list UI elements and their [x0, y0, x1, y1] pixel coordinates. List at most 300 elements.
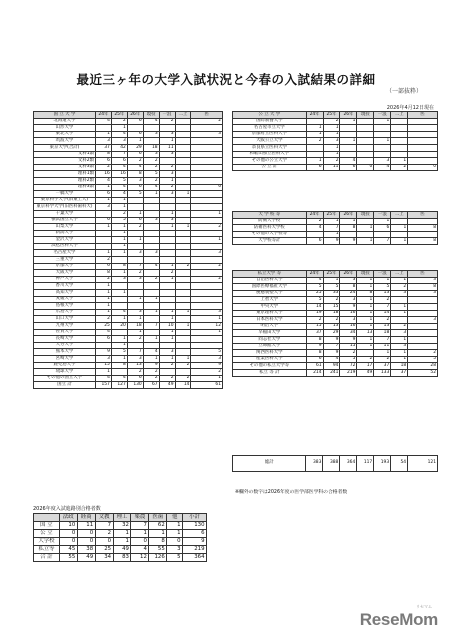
cell-value: [159, 342, 175, 349]
cell-value: [175, 184, 191, 191]
cell-value: 3: [391, 330, 408, 337]
cell-value: 8: [95, 151, 111, 158]
cell-value: [95, 230, 111, 237]
row-label: 一橋大学: [34, 191, 96, 198]
cell-value: 62: [149, 522, 167, 530]
cell-value: 6: [111, 158, 127, 165]
cell-value: [175, 158, 191, 165]
cell-value: 4: [111, 191, 127, 198]
row-label: 合 計: [34, 554, 60, 562]
cell-value: 1: [95, 290, 111, 297]
cell-value: 25年: [323, 112, 340, 119]
cell-value: 0: [59, 530, 77, 538]
cell-value: [340, 144, 357, 151]
cell-value: [159, 230, 175, 237]
cell-value: 4: [306, 225, 323, 232]
table-row: [233, 303, 438, 310]
cell-value: 4: [95, 375, 111, 382]
cell-value: 0: [131, 538, 149, 546]
cell-value: [408, 158, 438, 165]
cell-value: [191, 171, 223, 178]
row-label: 総計: [233, 456, 306, 472]
table-row: [233, 125, 438, 132]
cell-value: [175, 369, 191, 376]
cell-value: 11: [77, 522, 95, 530]
cell-value: 2: [127, 158, 143, 165]
cell-value: 1: [127, 237, 143, 244]
cell-value: 2: [159, 362, 175, 369]
row-label: 公 立 大 学: [233, 112, 307, 119]
cell-value: 2: [95, 316, 111, 323]
cell-value: 6: [340, 164, 357, 171]
cell-value: 2: [159, 270, 175, 277]
cell-value: 219: [183, 546, 207, 554]
cell-value: 0: [95, 538, 113, 546]
cell-value: 現役: [357, 271, 374, 278]
cell-value: [111, 303, 127, 310]
cell-value: 7: [127, 263, 143, 270]
cell-value: 214: [306, 369, 323, 376]
cell-value: [191, 158, 223, 165]
table-row: [34, 217, 223, 224]
cell-value: 7: [131, 522, 149, 530]
row-label: 文科1類: [34, 151, 96, 158]
table-row: [233, 456, 438, 472]
cell-value: [175, 210, 191, 217]
cell-value: 1: [374, 218, 391, 225]
cell-value: 3: [159, 191, 175, 198]
cell-value: 20: [111, 323, 127, 330]
row-label: 佐賀大学: [34, 329, 96, 336]
cell-value: 6: [127, 184, 143, 191]
cell-value: 3: [111, 138, 127, 145]
cell-value: [143, 329, 159, 336]
cell-value: 医: [408, 112, 438, 119]
cell-value: 1: [159, 316, 175, 323]
cell-value: 2: [95, 276, 111, 283]
cell-value: 1: [111, 230, 127, 237]
cell-value: 医: [408, 212, 438, 219]
cell-value: 5: [111, 217, 127, 224]
cell-value: 1: [95, 296, 111, 303]
cell-value: 4: [111, 184, 127, 191]
cell-value: 364: [183, 554, 207, 562]
row-label: 名古屋大学: [34, 250, 96, 257]
breakdown-table: [33, 513, 207, 562]
cell-value: 1: [143, 191, 159, 198]
table-row: [34, 197, 223, 204]
cell-value: [374, 125, 391, 132]
cell-value: [143, 237, 159, 244]
cell-value: 1: [357, 310, 374, 317]
cell-value: [408, 118, 438, 125]
table-row: [34, 323, 223, 330]
table-row: [34, 243, 223, 250]
cell-value: [127, 204, 143, 211]
cell-value: 2: [374, 317, 391, 324]
cell-value: 文教: [95, 514, 113, 522]
cell-value: 5: [143, 171, 159, 178]
table-row: [34, 184, 223, 191]
cell-value: 3: [159, 131, 175, 138]
cell-value: [357, 350, 374, 357]
cell-value: 5: [306, 297, 323, 304]
cell-value: 1: [111, 342, 127, 349]
cell-value: 2: [159, 184, 175, 191]
footnote: ※欄外の数字は2026年度の医学部医学科の合格者数: [235, 490, 348, 495]
cell-value: [175, 151, 191, 158]
cell-value: [340, 131, 357, 138]
cell-value: [191, 177, 223, 184]
cell-value: 11: [159, 144, 175, 151]
table-row: [34, 382, 223, 389]
cell-value: [408, 125, 438, 132]
cell-value: 16: [111, 171, 127, 178]
cell-value: 2: [127, 224, 143, 231]
cell-value: 8: [340, 225, 357, 232]
row-label: 日本医科大学: [233, 317, 307, 324]
cell-value: [391, 297, 408, 304]
table-row: [233, 363, 438, 370]
row-label: 早稲田大学: [233, 330, 307, 337]
row-label: 明治大学: [233, 323, 307, 330]
cell-value: 1: [95, 283, 111, 290]
cell-value: 0: [408, 164, 438, 171]
cell-value: [127, 342, 143, 349]
cell-value: [408, 144, 438, 151]
cell-value: [340, 125, 357, 132]
cell-value: 1: [159, 138, 175, 145]
row-label: 北海道大学: [34, 118, 96, 125]
breakdown-title: 2026年度入試進路別合格者数: [33, 506, 101, 512]
cell-value: 72: [340, 363, 357, 370]
table-row: [233, 350, 438, 357]
cell-value: [191, 197, 223, 204]
cell-value: 42: [111, 144, 127, 151]
cell-value: 6: [127, 118, 143, 125]
cell-value: [391, 118, 408, 125]
row-label: 東京科学大学(旧東工大): [34, 197, 96, 204]
table-row: [233, 277, 438, 284]
cell-value: 2: [323, 158, 340, 165]
row-label: 新潟大学: [34, 230, 96, 237]
cell-value: [357, 125, 374, 132]
row-label: 京都大学: [34, 263, 96, 270]
cell-value: 6: [306, 356, 323, 363]
table-row: [233, 144, 438, 151]
cell-value: 18: [323, 310, 340, 317]
cell-value: 医: [191, 112, 223, 119]
cell-value: 5: [340, 356, 357, 363]
cell-value: [175, 276, 191, 283]
cell-value: 1: [357, 277, 374, 284]
table-row: [34, 144, 223, 151]
cell-value: 8: [111, 362, 127, 369]
cell-value: 二上: [175, 112, 191, 119]
cell-value: 1: [159, 210, 175, 217]
cell-value: [127, 303, 143, 310]
table-row: [34, 164, 223, 171]
row-label: 防衛大学校: [233, 218, 307, 225]
cell-value: [175, 257, 191, 264]
cell-value: [159, 125, 175, 132]
cell-value: 2: [111, 118, 127, 125]
row-label: 東北大学: [34, 131, 96, 138]
cell-value: 2: [391, 284, 408, 291]
cell-value: [175, 303, 191, 310]
cell-value: 49: [77, 554, 95, 562]
cell-value: 3: [167, 546, 183, 554]
cell-value: [306, 144, 323, 151]
cell-value: 2: [323, 317, 340, 324]
row-label: その他の公立大学: [233, 158, 307, 165]
table-row: [233, 336, 438, 343]
cell-value: [175, 118, 191, 125]
cell-value: 61: [191, 382, 223, 389]
cell-value: [191, 164, 223, 171]
cell-value: [143, 210, 159, 217]
cell-value: 3: [340, 317, 357, 324]
cell-value: [357, 131, 374, 138]
cell-value: 3: [323, 138, 340, 145]
cell-value: [127, 283, 143, 290]
cell-value: 1: [127, 138, 143, 145]
table-row: [34, 290, 223, 297]
cell-value: 16: [340, 310, 357, 317]
cell-value: 2: [95, 257, 111, 264]
cell-value: 二上: [391, 212, 408, 219]
cell-value: 12: [131, 554, 149, 562]
row-label: 香川大学: [34, 283, 96, 290]
cell-value: [95, 342, 111, 349]
cell-value: 6: [95, 263, 111, 270]
cell-value: 1: [340, 138, 357, 145]
table-row: [34, 204, 223, 211]
cell-value: [111, 369, 127, 376]
cell-value: 38: [77, 546, 95, 554]
cell-value: 3: [191, 250, 223, 257]
cell-value: 3: [340, 277, 357, 284]
cell-value: 2: [323, 297, 340, 304]
cell-value: 1: [391, 238, 408, 245]
cell-value: 6: [191, 184, 223, 191]
cell-value: 経商: [77, 514, 95, 522]
cell-value: 医: [408, 271, 438, 278]
cell-value: 6: [127, 217, 143, 224]
cell-value: [143, 243, 159, 250]
cell-value: 18: [143, 144, 159, 151]
cell-value: 3: [391, 343, 408, 350]
cell-value: 127: [111, 382, 127, 389]
table-row: [34, 250, 223, 257]
cell-value: [159, 303, 175, 310]
cell-value: [357, 158, 374, 165]
row-label: 私立等: [34, 546, 60, 554]
table-row: [34, 546, 207, 554]
cell-value: 94: [323, 363, 340, 370]
cell-value: 1: [323, 144, 340, 151]
cell-value: 32: [113, 522, 131, 530]
cell-value: [175, 164, 191, 171]
table-row: [34, 131, 223, 138]
cell-value: [357, 138, 374, 145]
cell-value: 3: [340, 297, 357, 304]
cell-value: 3: [111, 276, 127, 283]
cell-value: 1: [167, 530, 183, 538]
cell-value: 1: [175, 355, 191, 362]
cell-value: 5: [111, 349, 127, 356]
cell-value: 2: [143, 177, 159, 184]
cell-value: 1: [391, 350, 408, 357]
cell-value: 他: [167, 514, 183, 522]
row-label: 京都府立医科大学: [233, 131, 307, 138]
cell-value: [374, 131, 391, 138]
row-label: 理科3類: [34, 184, 96, 191]
cell-value: [175, 296, 191, 303]
cell-value: 8: [95, 270, 111, 277]
table-row: [233, 369, 438, 376]
cell-value: 364: [340, 456, 357, 472]
table-row: [233, 284, 438, 291]
cell-value: [408, 218, 438, 225]
cell-value: 157: [95, 382, 111, 389]
row-label: 熊本大学: [34, 349, 96, 356]
cell-value: 4: [111, 309, 127, 316]
cell-value: 法政: [59, 514, 77, 522]
page-subtitle: （一部抜粋）: [385, 88, 422, 95]
cell-value: [391, 144, 408, 151]
cell-value: 2: [408, 350, 438, 357]
cell-value: 3: [191, 355, 223, 362]
cell-value: 6: [95, 191, 111, 198]
cell-value: 1: [159, 224, 175, 231]
cell-value: [111, 296, 127, 303]
cell-value: 7: [374, 336, 391, 343]
cell-value: [95, 210, 111, 217]
cell-value: 一浪: [159, 112, 175, 119]
cell-value: 2: [143, 158, 159, 165]
cell-value: 3: [391, 290, 408, 297]
cell-value: 3: [374, 158, 391, 165]
cell-value: 1: [111, 316, 127, 323]
cell-value: 16: [340, 323, 357, 330]
table-row: [34, 538, 207, 546]
row-label: 名古屋市立大学: [233, 125, 307, 132]
cell-value: 15: [323, 303, 340, 310]
cell-value: 2: [391, 323, 408, 330]
cell-value: 1: [391, 356, 408, 363]
cell-value: 383: [306, 456, 323, 472]
cell-value: [408, 336, 438, 343]
cell-value: 1: [95, 369, 111, 376]
cell-value: 1: [127, 316, 143, 323]
row-label: 愛媛大学: [34, 296, 96, 303]
cell-value: 7: [323, 343, 340, 350]
cell-value: 6: [127, 151, 143, 158]
cell-value: 1: [323, 277, 340, 284]
row-label: 山口大学: [34, 316, 96, 323]
cell-value: [391, 317, 408, 324]
cell-value: [340, 231, 357, 238]
cell-value: [159, 250, 175, 257]
public-universities-table: [232, 111, 438, 171]
cell-value: 3: [143, 131, 159, 138]
cell-value: [408, 297, 438, 304]
row-label: 上智大学: [233, 297, 307, 304]
cell-value: 1: [127, 210, 143, 217]
cell-value: 6: [95, 217, 111, 224]
cell-value: 1: [391, 310, 408, 317]
cell-value: 3: [159, 217, 175, 224]
cell-value: 1: [131, 530, 149, 538]
cell-value: 1: [357, 317, 374, 324]
cell-value: 130: [127, 382, 143, 389]
cell-value: [127, 243, 143, 250]
cell-value: 37: [306, 330, 323, 337]
row-label: 関西医科大学: [233, 350, 307, 357]
cell-value: 2: [143, 369, 159, 376]
cell-value: 1: [374, 277, 391, 284]
table-row: [233, 164, 438, 171]
cell-value: [143, 342, 159, 349]
cell-value: [391, 151, 408, 158]
cell-value: 1: [143, 336, 159, 343]
cell-value: 2: [374, 297, 391, 304]
cell-value: 54: [391, 456, 408, 472]
cell-value: 5: [191, 349, 223, 356]
row-label: 私立 等 計: [233, 369, 307, 376]
cell-value: [95, 125, 111, 132]
cell-value: 現役: [357, 112, 374, 119]
row-label: 大分大学: [34, 342, 96, 349]
cell-value: 3: [95, 138, 111, 145]
cell-value: 1: [111, 125, 127, 132]
cell-value: 14: [374, 310, 391, 317]
cell-value: 4: [323, 356, 340, 363]
row-label: 鹿児島大学: [34, 362, 96, 369]
cell-value: 55: [149, 546, 167, 554]
cell-value: 2: [175, 263, 191, 270]
cell-value: [306, 231, 323, 238]
row-label: 神戸大学: [34, 276, 96, 283]
cell-value: 388: [323, 456, 340, 472]
cell-value: [175, 197, 191, 204]
cell-value: 1: [323, 131, 340, 138]
cell-value: 9: [191, 362, 223, 369]
cell-value: 1: [159, 263, 175, 270]
cell-value: 薬農: [131, 514, 149, 522]
cell-value: 1: [391, 277, 408, 284]
cell-value: 2: [306, 317, 323, 324]
cell-value: 2: [95, 164, 111, 171]
cell-value: 5: [111, 177, 127, 184]
cell-value: 219: [340, 369, 357, 376]
cell-value: 2: [191, 369, 223, 376]
cell-value: [374, 144, 391, 151]
cell-value: 11: [323, 164, 340, 171]
cell-value: [143, 204, 159, 211]
cell-value: 1: [111, 355, 127, 362]
cell-value: [340, 151, 357, 158]
row-label: 山形大学: [34, 125, 96, 132]
cell-value: 8: [306, 350, 323, 357]
cell-value: [391, 131, 408, 138]
academy-table: [232, 211, 438, 245]
cell-value: 3: [159, 349, 175, 356]
cell-value: 理工: [113, 514, 131, 522]
table-row: [34, 237, 223, 244]
cell-value: 0: [77, 538, 95, 546]
